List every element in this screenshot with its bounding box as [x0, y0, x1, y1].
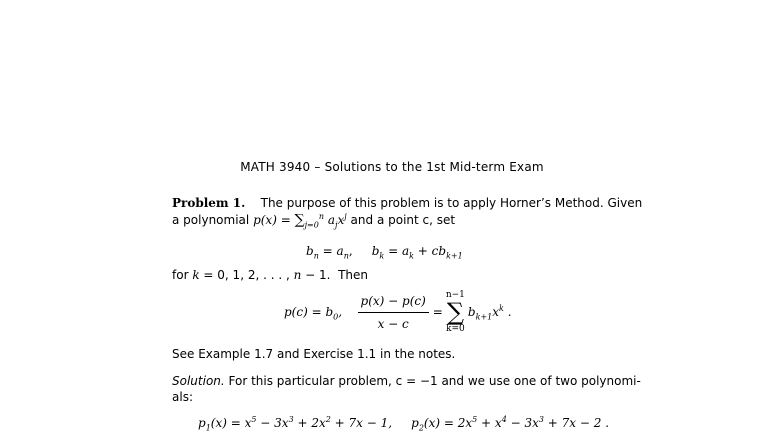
polynomial-p2: $p_2(x) = 2x^5 + x^4 - 3x^3 + 7x - 2$ .: [411, 415, 610, 433]
eq-left: $p(c) = b_0$,: [284, 305, 343, 322]
solution-text: For this particular problem, c = −1 and we use one of two polynomi-: [228, 374, 641, 388]
problem-intro-line1: [172, 194, 642, 212]
problem-intro-line2: [172, 211, 455, 229]
for-k-line: for k = 0, 1, 2, . . . , n − 1. Then: [172, 268, 369, 282]
page-title: MATH 3940 – Solutions to the 1st Mid-term Exam: [240, 160, 544, 174]
solution-label: Solution.: [172, 374, 225, 388]
recurrence-equation: $b_n = a_n$, $b_k = a_k + cb_{k+1}$: [306, 244, 463, 261]
summation-sign: n−1 ∑ k=0: [445, 290, 465, 334]
polynomials-line: [198, 414, 609, 432]
poly-definition: $p(x) = \sum_{j=0}^n$ $a_jx^j$: [253, 212, 347, 230]
solution-line2: als:: [172, 390, 193, 404]
sum-term: $b_{k+1}x^k$ .: [467, 304, 512, 322]
problem-intro-b: and a point c, set: [350, 213, 456, 227]
reference-line: See Example 1.7 and Exercise 1.1 in the notes.: [172, 347, 456, 361]
problem-intro-a: a polynomial: [172, 213, 250, 227]
horner-identity: $p(c) = b_0$, $\frac{p(x) - p(c)}{x - c}$ = n−1 ∑ k=0 $b_{k+1}x^k$ .: [284, 290, 512, 334]
problem-heading: Problem 1.: [172, 196, 246, 210]
problem-intro-text: The purpose of this problem is to apply Horner’s Method. Given: [260, 196, 643, 210]
difference-quotient: $\frac{p(x) - p(c)}{x - c}$: [358, 292, 429, 333]
solution-line1: [172, 372, 641, 390]
polynomial-p1: $p_1(x) = x^5 - 3x^3 + 2x^2 + 7x - 1$,: [198, 415, 393, 433]
